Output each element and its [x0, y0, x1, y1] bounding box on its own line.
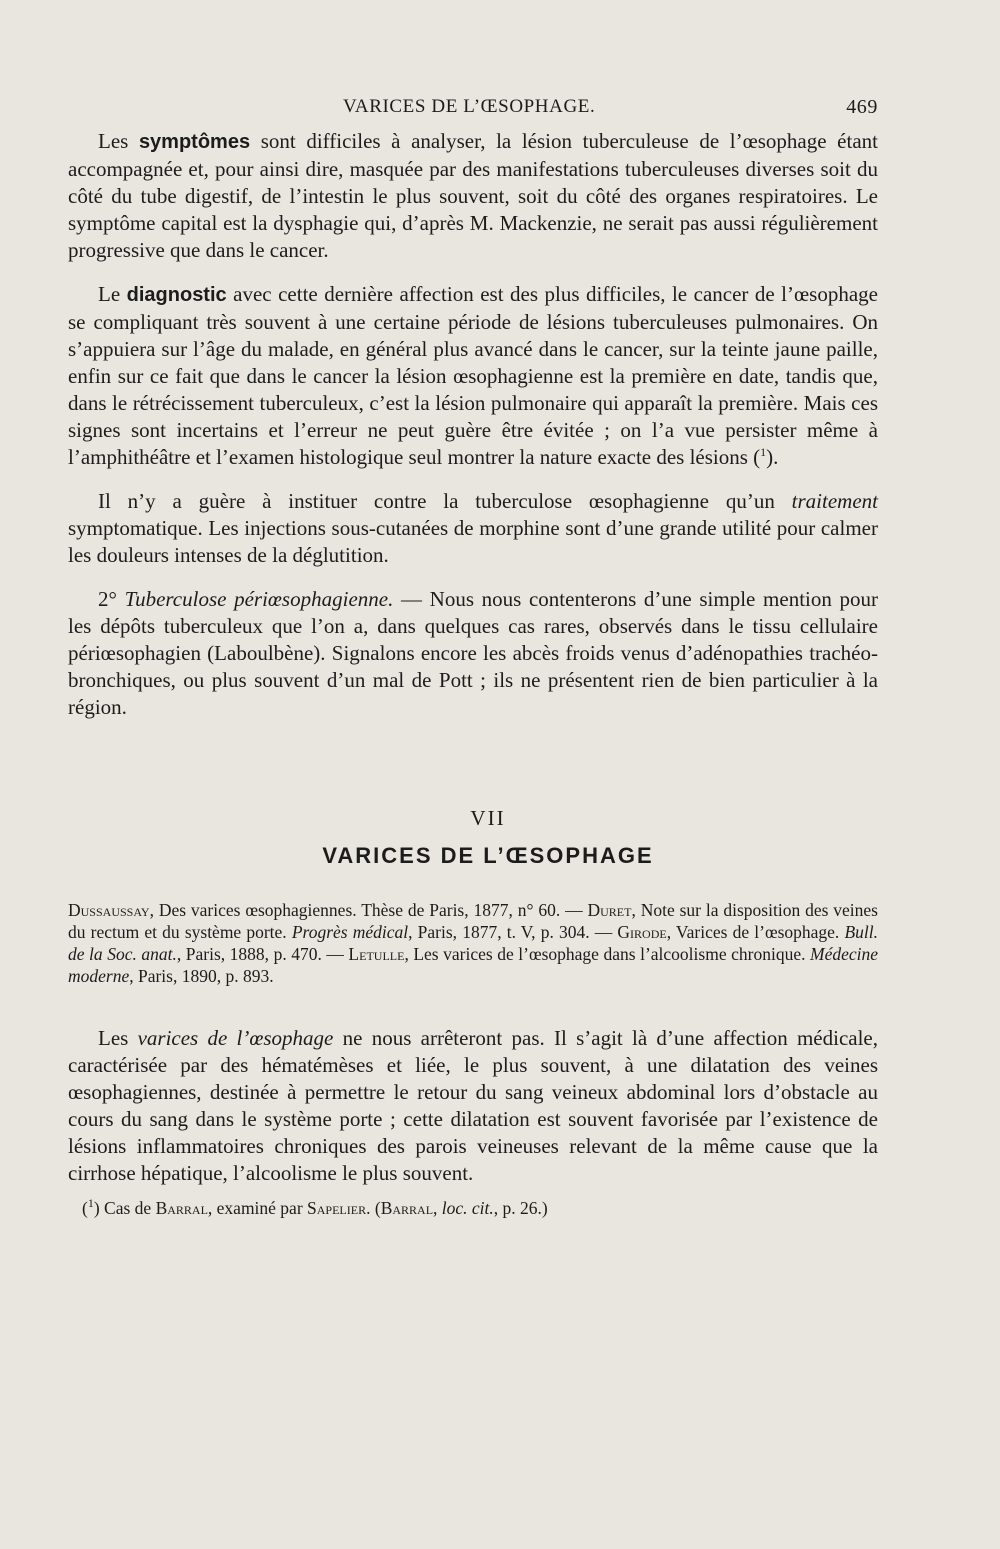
paragraph-lead: Les: [98, 1026, 138, 1050]
footnote-author: Sapelier: [307, 1198, 367, 1218]
paragraph-lead: Il n’y a guère à instituer contre la tuberculose œsophagienne qu’un: [98, 489, 792, 513]
paragraph-end: ).: [766, 445, 779, 469]
footnote-text: , examiné par: [207, 1198, 308, 1218]
paragraph-symptoms: [68, 128, 878, 264]
italic-subheading: Tuberculose périœsophagienne.: [124, 587, 394, 611]
section-title: VARICES DE L’ŒSOPHAGE: [322, 843, 654, 868]
page-number: 469: [846, 96, 878, 118]
section-number: VII: [470, 806, 506, 830]
footnote-text: . (: [366, 1198, 381, 1218]
biblio-text: , Paris, 1888, p. 470. —: [176, 944, 349, 964]
footnote-author: Barral: [380, 1198, 434, 1218]
biblio-text: , Paris, 1890, p. 893.: [129, 966, 274, 986]
footnote: ($^1$) Cas de Barral, examiné par Sapelier. (Barral, loc. cit., p. 26.): [82, 1196, 548, 1218]
paragraph-text: — Nous nous contenterons d’une simple mention pour les dépôts tuberculeux que l’on a, dans quelques cas rares, observés dans le tissu cellulaire périœsophagien (Laboulbène). Signalons encore les abcès froids venus d’adénopathies trachéo-bronchiques, ou plus souvent d’un mal de Pott ; ils ne présentent rien de bien particulier à la région.: [68, 587, 879, 719]
paragraph-diagnostic: [68, 281, 878, 471]
biblio-author: Girode: [617, 922, 667, 942]
paragraph-text: sont difficiles à analyser, la lésion tuberculeuse de l’œsophage étant accompagnée et, pour ainsi dire, masquée par des manifestations tuberculeuses diverses soit du côté du tube digestif, de l’intestin le plus souvent, soit du côté des organes respiratoires. Le symptôme capital est la dysphagie qui, d’après M. Mackenzie, ne serait pas aussi régulièrement progressive que dans le cancer.: [68, 129, 878, 262]
paragraph-text: ne nous arrêteront pas. Il s’agit là d’une affection médicale, caractérisée par des hématémèses et liée, le plus souvent, à une dilatation des veines œsophagiennes, destinée à permettre le retour du sang veineux abdominal lors d’obstacle au cours du sang dans le système porte ; cette dilatation est souvent favorisée par l’existence de lésions inflammatoires chroniques des parois veineuses relevant de la même cause que la cirrhose hépatique, l’alcoolisme le plus souvent.: [68, 1026, 879, 1185]
keyword-symptomes: symptômes: [138, 131, 251, 153]
paragraph-lead: 2°: [98, 587, 125, 611]
running-title: VARICES DE L’ŒSOPHAGE.: [343, 96, 596, 117]
biblio-text: , Note sur la disposition des veines du rectum et du système porte.: [68, 900, 878, 942]
italic-traitement: traitement: [791, 489, 878, 513]
running-header: [68, 96, 878, 126]
paragraph-text: avec cette dernière affection est des plus difficiles, le cancer de l’œsophage se compliquant très souvent à une certaine période de lésions tuberculeuses pulmonaires. On s’appuiera sur l’âge du malade, en général plus avancé dans le cancer, sur la teinte jaune paille, enfin sur ce fait que dans le cancer la lésion œsophagienne est la première en date, tandis que, dans le rétrécissement tuberculeux, c’est la lésion pulmonaire qui apparaît la première. Mais ces signes sont incertains et l’erreur ne peut guère être évitée ; on l’a vue persister même à l’amphithéâtre et l’examen histologique seul montrer la nature exacte des lésions (: [68, 282, 878, 469]
paragraph-text: symptomatique. Les injections sous-cutanées de morphine sont d’une grande utilité pour calmer les douleurs intenses de la déglutition.: [68, 516, 878, 567]
footnote-italic: loc. cit.: [441, 1198, 494, 1218]
biblio-text: , Paris, 1877, t. V, p. 304. —: [408, 922, 618, 942]
footnote-text: , p. 26.): [493, 1198, 548, 1218]
italic-varices: varices de l’œsophage: [137, 1026, 334, 1050]
paragraph-lead: Les: [98, 129, 139, 153]
biblio-journal: Progrès médical: [291, 922, 409, 942]
paragraph-treatment: [68, 488, 878, 569]
biblio-text: , Varices de l’œsophage.: [666, 922, 845, 942]
keyword-diagnostic: diagnostic: [126, 284, 227, 306]
footnote-marker: 1: [87, 1196, 94, 1211]
bibliography: [68, 899, 878, 987]
biblio-journal: Bull. de la Soc. anat.: [68, 922, 878, 964]
paragraph-varices: [68, 1025, 878, 1187]
biblio-author: Letulle: [348, 944, 405, 964]
paragraph-periesophageal: [68, 586, 878, 721]
footnote-text: Cas de: [99, 1198, 156, 1218]
biblio-text: , Des varices œsophagiennes. Thèse de Paris, 1877, n° 60. —: [149, 900, 588, 920]
footnote-text: ,: [433, 1198, 442, 1218]
footnote-author: Barral: [155, 1198, 208, 1218]
biblio-author: Duret: [587, 900, 632, 920]
paragraph-lead: Le: [98, 282, 127, 306]
biblio-text: , Les varices de l’œsophage dans l’alcoolisme chronique.: [404, 944, 810, 964]
footnote-reference: 1: [760, 445, 767, 459]
biblio-journal: Médecine moderne: [68, 944, 879, 986]
biblio-author: Dussaussay: [68, 900, 150, 920]
